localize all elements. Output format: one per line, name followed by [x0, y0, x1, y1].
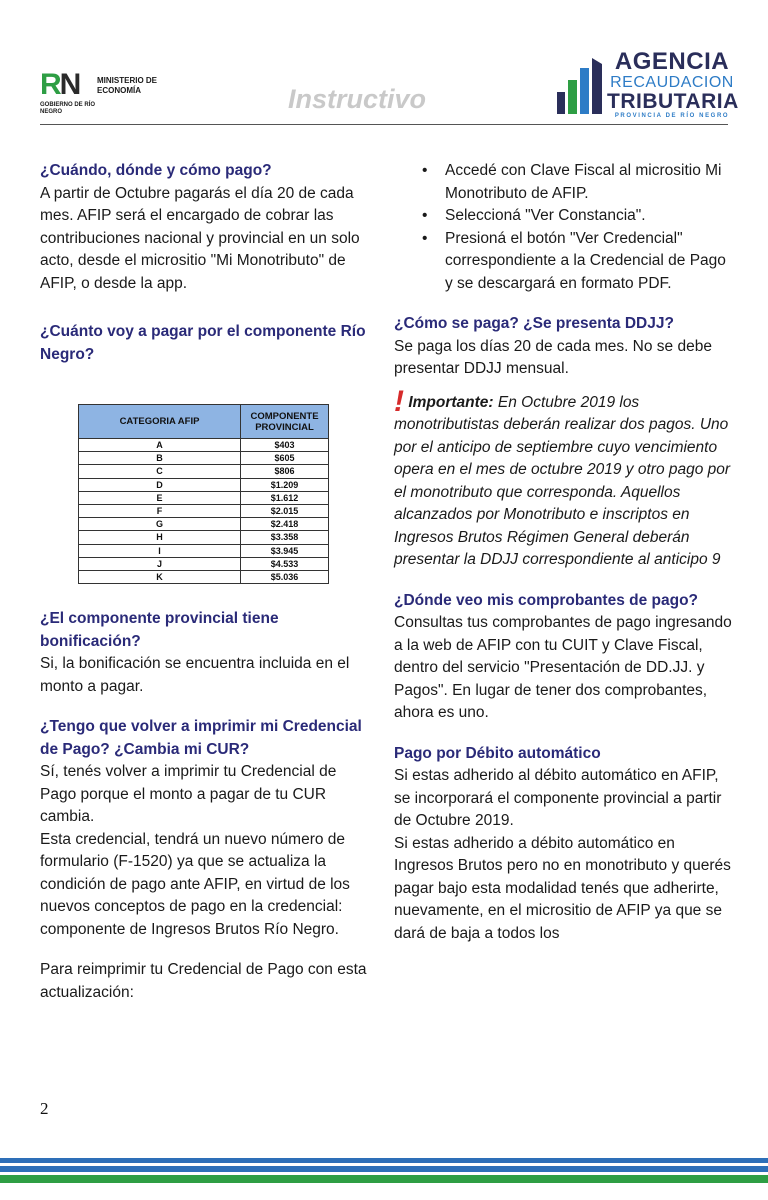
exclamation-icon: !: [394, 384, 404, 418]
category-table-container: [78, 404, 375, 584]
paragraph: A partir de Octubre pagarás el día 20 de cada mes. AFIP será el encargado de cobrar las contribuciones nacional y provincial en un solo acto, desde el micrositio "Mi Monotributo" de AFIP, o desde la app.: [40, 184, 360, 292]
table-cell-amount: $2.418: [241, 518, 329, 531]
gobierno-label: GOBIERNO DE RÍO NEGRO: [40, 102, 96, 115]
paragraph: Si, la bonificación se encuentra incluida en el monto a pagar.: [40, 655, 350, 695]
paragraph: Si estas adherido a débito automático en Ingresos Brutos pero no en monotributo y querés pagar bajo esta modalidad tenés que adherirte, nuevamente, en el micrositio de AFIP ya que se dará de baja a todos los: [394, 834, 731, 942]
table-cell-amount: $806: [241, 465, 329, 478]
table-row: [79, 518, 329, 531]
question-heading: ¿Cuándo, dónde y cómo pago?: [40, 162, 272, 179]
table-header-component: COMPONENTE PROVINCIAL: [241, 405, 329, 439]
right-column: [394, 160, 734, 945]
footer-stripes: [0, 1158, 768, 1200]
table-cell-category: E: [79, 491, 241, 504]
bullet-icon: •: [422, 229, 428, 247]
steps-list: [394, 160, 734, 295]
table-cell-amount: $1.612: [241, 491, 329, 504]
table-cell-amount: $5.036: [241, 570, 329, 583]
table-cell-category: I: [79, 544, 241, 557]
table-header-category: CATEGORIA AFIP: [79, 405, 241, 439]
table-row: [79, 439, 329, 452]
list-item: • Presioná el botón "Ver Credencial" correspondiente a la Credencial de Pago y se descargará en formato PDF.: [422, 229, 726, 292]
question-heading: ¿El componente provincial tiene bonificación?: [40, 610, 279, 650]
table-cell-category: H: [79, 531, 241, 544]
table-cell-amount: $3.945: [241, 544, 329, 557]
bullet-icon: •: [422, 207, 428, 224]
header-divider: [40, 124, 728, 125]
important-text: En Octubre 2019 los monotributistas deberán realizar dos pagos. Uno por el anticipo de septiembre cuyo vencimiento opera en el mes de octubre 2019 y otro pago por el monotributo que corresponda. Aquellos alcanzados por Monotributo e inscriptos en Ingresos Brutos Régimen General deberán presentar la DDJJ correspondiente al anticipo 9: [394, 393, 731, 568]
table-cell-category: G: [79, 518, 241, 531]
paragraph: Para reimprimir tu Credencial de Pago con esta actualización:: [40, 961, 367, 1001]
important-label: Importante:: [408, 393, 494, 411]
logo-tributaria-text: TRIBUTARIA: [607, 90, 739, 113]
important-note: [394, 384, 734, 572]
table-cell-amount: $4.533: [241, 557, 329, 570]
table-row: [79, 452, 329, 465]
table-row: [79, 491, 329, 504]
bar-chart-logo-icon: [555, 58, 603, 114]
table-cell-category: J: [79, 557, 241, 570]
question-heading: ¿Dónde veo mis comprobantes de pago?: [394, 591, 699, 609]
table-cell-category: B: [79, 452, 241, 465]
table-row: [79, 570, 329, 583]
agencia-recaudacion-logo: [555, 48, 739, 120]
rio-negro-logo: [40, 70, 200, 120]
question-heading: ¿Cómo se paga? ¿Se presenta DDJJ?: [394, 315, 674, 332]
ministerio-label: MINISTERIO DE ECONOMÍA: [97, 76, 158, 95]
table-cell-amount: $403: [241, 439, 329, 452]
list-item: • Accedé con Clave Fiscal al micrositio Mi Monotributo de AFIP.: [422, 162, 722, 202]
paragraph: Consultas tus comprobantes de pago ingresando a la web de AFIP con tu CUIT y Clave Fiscal, dentro del servicio "Presentación de DD.JJ. y Pagos". En lugar de tener dos comprobantes, ahora es uno.: [394, 614, 732, 721]
table-cell-amount: $605: [241, 452, 329, 465]
page-header: [0, 0, 768, 130]
left-column: [40, 160, 375, 1004]
list-item: • Seleccioná "Ver Constancia".: [394, 205, 734, 228]
rn-logo-mark: RN: [40, 68, 80, 101]
table-row: [79, 465, 329, 478]
bullet-icon: •: [422, 162, 428, 179]
table-row: [79, 544, 329, 557]
table-row: [79, 478, 329, 491]
table-cell-category: D: [79, 478, 241, 491]
table-cell-category: F: [79, 504, 241, 517]
table-cell-category: K: [79, 570, 241, 583]
table-row: [79, 504, 329, 517]
table-row: [79, 531, 329, 544]
table-cell-amount: $2.015: [241, 504, 329, 517]
logo-agencia-text: AGENCIA: [614, 48, 730, 75]
logo-provincia-text: PROVINCIA DE RÍO NEGRO: [614, 113, 730, 119]
page-title: Instructivo: [288, 84, 427, 114]
table-cell-category: C: [79, 465, 241, 478]
page-number: 2: [40, 1099, 49, 1118]
logo-recaudacion-text: RECAUDACION: [610, 74, 734, 91]
table-cell-category: A: [79, 439, 241, 452]
paragraph: Se paga los días 20 de cada mes. No se debe presentar DDJJ mensual.: [394, 337, 712, 377]
section-heading: Pago por Débito automático: [394, 744, 601, 762]
paragraph: Esta credencial, tendrá un nuevo número de formulario (F-1520) ya que se actualiza la condición de pago ante AFIP, en virtud de los nuevos conceptos de pago en la credencial: componente de Ingresos Brutos Río Negro.: [40, 830, 350, 938]
table-row: [79, 557, 329, 570]
paragraph: Si estas adherido al débito automático en AFIP, se incorporará el componente provincial a partir de Octubre 2019.: [394, 767, 722, 829]
table-cell-amount: $1.209: [241, 478, 329, 491]
category-table: [78, 404, 329, 584]
table-cell-amount: $3.358: [241, 531, 329, 544]
paragraph: Sí, tenés volver a imprimir tu Credencial de Pago porque el monto a pagar de tu CUR cambia.: [40, 763, 337, 826]
question-heading: ¿Tengo que volver a imprimir mi Credencial de Pago? ¿Cambia mi CUR?: [40, 718, 362, 758]
question-heading: ¿Cuánto voy a pagar por el componente Río Negro?: [40, 323, 366, 363]
